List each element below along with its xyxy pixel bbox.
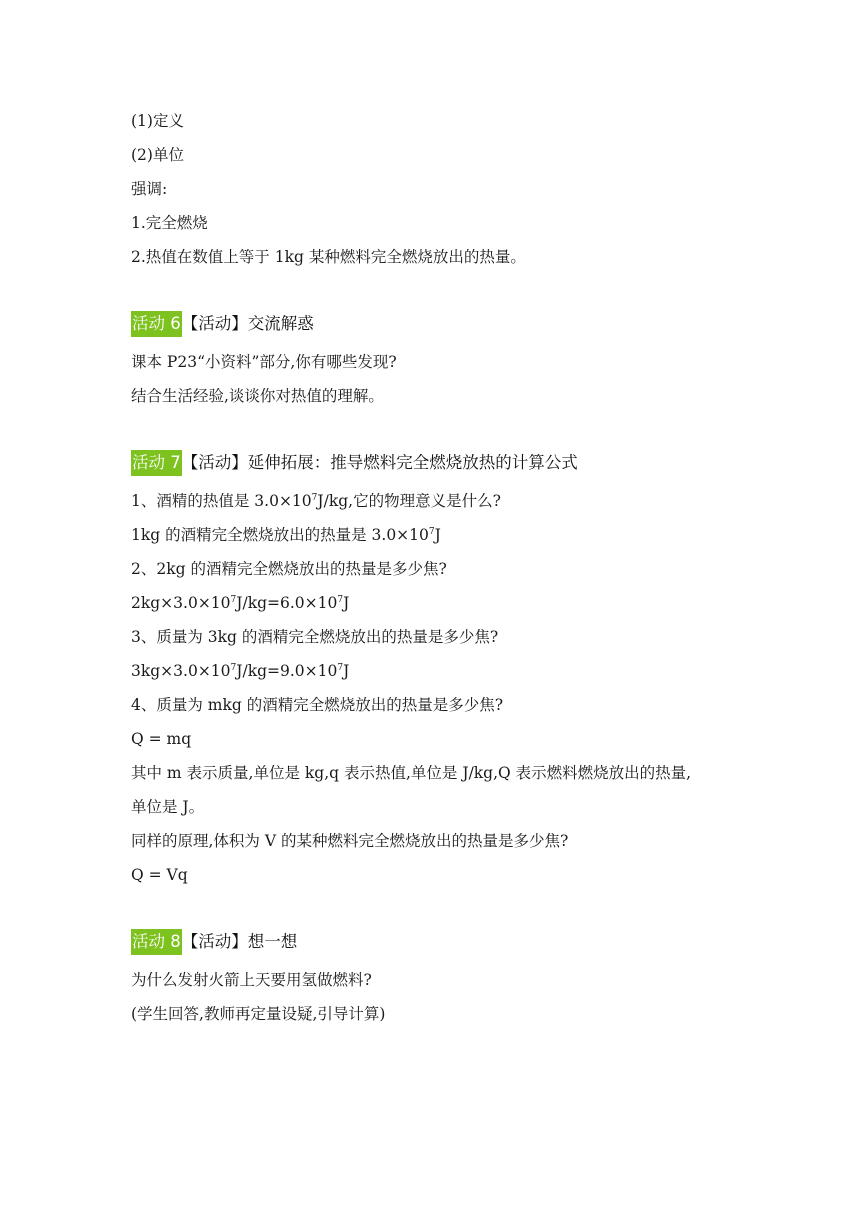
activity-8-line: 为什么发射火箭上天要用氢做燃料?: [131, 971, 372, 989]
activity-8-line: (学生回答,教师再定量设疑,引导计算): [131, 1005, 386, 1023]
definition-item: 1.完全燃烧: [131, 214, 208, 232]
question-2: 2、2kg 的酒精完全燃烧放出的热量是多少焦?: [131, 560, 447, 578]
activity-8-title: 【活动】想一想: [181, 932, 298, 951]
activity-6-line: 课本 P23“小资料”部分,你有哪些发现?: [131, 353, 397, 371]
activity-8-heading: [131, 929, 771, 965]
activity-6-section: [131, 311, 771, 417]
activity-7-title: 【活动】延伸拓展：推导燃料完全燃烧放热的计算公式: [181, 453, 578, 472]
activity-7-heading: [131, 450, 771, 486]
question-5: 同样的原理,体积为 V 的某种燃料完全燃烧放出的热量是多少焦?: [131, 832, 569, 850]
activity-6-title: 【活动】交流解惑: [181, 314, 314, 333]
formula-mass: Q = mq: [131, 730, 192, 748]
formula-volume: Q = Vq: [131, 866, 188, 884]
activity-8-tag: 活动 8: [131, 929, 182, 955]
answer-1: 1kg 的酒精完全燃烧放出的热量是 $3.0\times 10^7J$: [131, 526, 441, 544]
question-3: 3、质量为 3kg 的酒精完全燃烧放出的热量是多少焦?: [131, 628, 499, 646]
question-4: 4、质量为 mkg 的酒精完全燃烧放出的热量是多少焦?: [131, 696, 504, 714]
formula-explanation-cont: 单位是 J。: [131, 798, 205, 816]
activity-6-heading: [131, 311, 771, 347]
definition-item: 强调:: [131, 180, 168, 198]
activity-8-section: [131, 929, 771, 1035]
answer-3: $3kg\times 3.0\times 10^7J/kg=9.0\times 10^7J$: [131, 662, 350, 680]
activity-6-tag: 活动 6: [131, 311, 182, 337]
activity-7-tag: 活动 7: [131, 450, 182, 476]
definition-section: [131, 108, 771, 278]
document-page: [131, 108, 771, 1035]
definition-item: (2)单位: [131, 146, 184, 164]
formula-explanation: 其中 m 表示质量,单位是 kg,q 表示热值,单位是 J/kg,Q 表示燃料燃烧放出的热量,: [131, 764, 692, 782]
definition-item: (1)定义: [131, 112, 184, 130]
answer-2: $2kg\times 3.0\times 10^7J/kg=6.0\times 10^7J$: [131, 594, 350, 612]
activity-6-line: 结合生活经验,谈谈你对热值的理解。: [131, 387, 384, 405]
activity-7-section: [131, 450, 771, 896]
definition-item: 2.热值在数值上等于 1kg 某种燃料完全燃烧放出的热量。: [131, 248, 526, 266]
question-1: 1、酒精的热值是 $3.0\times 10^7J/kg$,它的物理意义是什么?: [131, 492, 501, 510]
